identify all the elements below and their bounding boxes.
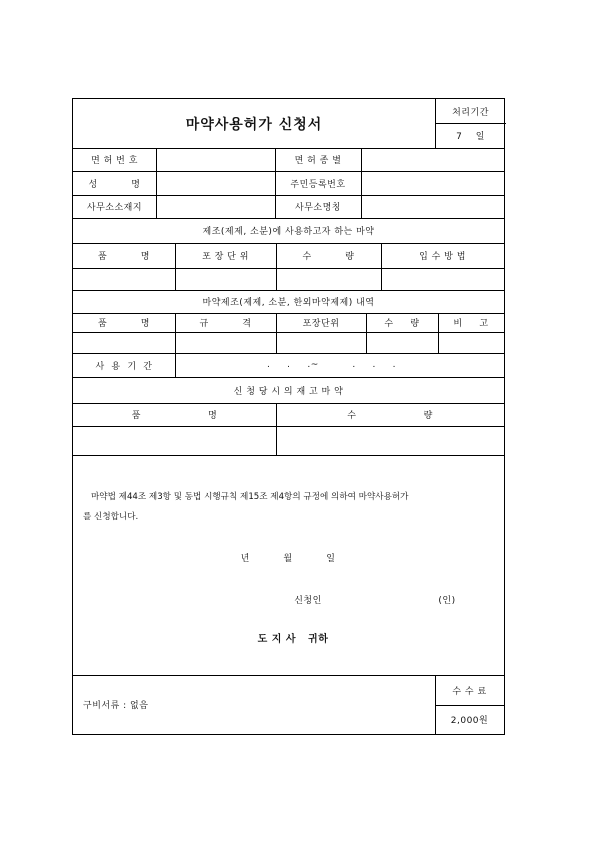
resident-number-label: 주민등록번호 (290, 179, 346, 190)
s2-col-quantity: 수 량 (384, 319, 420, 329)
office-name-field[interactable] (361, 195, 504, 218)
license-type-field[interactable] (361, 148, 504, 171)
s2-col-remarks: 비 고 (453, 319, 489, 329)
name-label: 성 명 (88, 179, 141, 190)
s1-col-acquisition-method: 입 수 방 법 (419, 252, 466, 262)
s1-col-product-name: 품 명 (98, 252, 150, 262)
name-field[interactable] (156, 171, 275, 195)
fee-label: 수 수 료 (452, 686, 487, 697)
license-type-label: 면 허 종 별 (294, 156, 342, 166)
section-current-stock-title: 신 청 당 시 의 재 고 마 약 (233, 386, 344, 397)
s1-col-quantity: 수 량 (302, 252, 355, 262)
form-title: 마약사용허가 신청서 (185, 116, 323, 133)
s2-remarks-field[interactable] (438, 332, 504, 353)
usage-period-label: 사 용 기 간 (95, 361, 153, 372)
office-address-field[interactable] (156, 195, 275, 218)
s1-package-unit-field[interactable] (175, 268, 276, 290)
processing-period-label: 처리기간 (452, 107, 489, 118)
section-manufacture-details-title: 마약제조(제제, 소분, 한외마약제제) 내역 (202, 298, 375, 308)
seal-mark: (인) (438, 595, 456, 606)
resident-number-field[interactable] (361, 171, 504, 195)
s3-quantity-field[interactable] (276, 426, 504, 455)
s1-product-name-field[interactable] (73, 268, 175, 290)
s1-acquisition-method-field[interactable] (381, 268, 504, 290)
s2-col-specification: 규 격 (199, 319, 252, 329)
recipient-governor: 도 지 사 귀하 (257, 633, 329, 645)
s2-package-unit-field[interactable] (276, 332, 366, 353)
fee-value: 2,000원 (450, 716, 489, 726)
s2-col-product-name: 품 명 (98, 319, 150, 329)
usage-period-value[interactable]: . . .~ . . . (267, 360, 397, 370)
s3-col-product-name: 품 명 (131, 411, 218, 421)
license-number-label: 면 허 번 호 (91, 156, 138, 166)
applicant-label: 신청인 (294, 595, 322, 606)
statement-line-2: 를 신청합니다. (83, 512, 139, 522)
s1-quantity-field[interactable] (276, 268, 381, 290)
s2-quantity-field[interactable] (366, 332, 438, 353)
application-form (72, 98, 505, 735)
required-documents: 구비서류 : 없음 (83, 701, 149, 711)
s2-specification-field[interactable] (175, 332, 276, 353)
s3-product-name-field[interactable] (73, 426, 276, 455)
statement-line-1: 마약법 제44조 제3항 및 동법 시행규칙 제15조 제4항의 규정에 의하여 마약사용허가 (91, 492, 409, 502)
s3-col-quantity: 수 량 (347, 411, 433, 421)
s1-col-package-unit: 포 장 단 위 (202, 252, 249, 262)
processing-period-value: 7 일 (456, 132, 485, 142)
s2-product-name-field[interactable] (73, 332, 175, 353)
office-name-label: 사무소명칭 (295, 203, 341, 213)
s2-col-package-unit: 포장단위 (302, 319, 340, 329)
office-address-label: 사무소소재지 (86, 203, 143, 213)
application-date[interactable]: 년 월 일 (240, 553, 336, 564)
license-number-field[interactable] (156, 148, 275, 171)
section-manufacture-materials-title: 제조(제제, 소분)에 사용하고자 하는 마약 (202, 227, 375, 237)
